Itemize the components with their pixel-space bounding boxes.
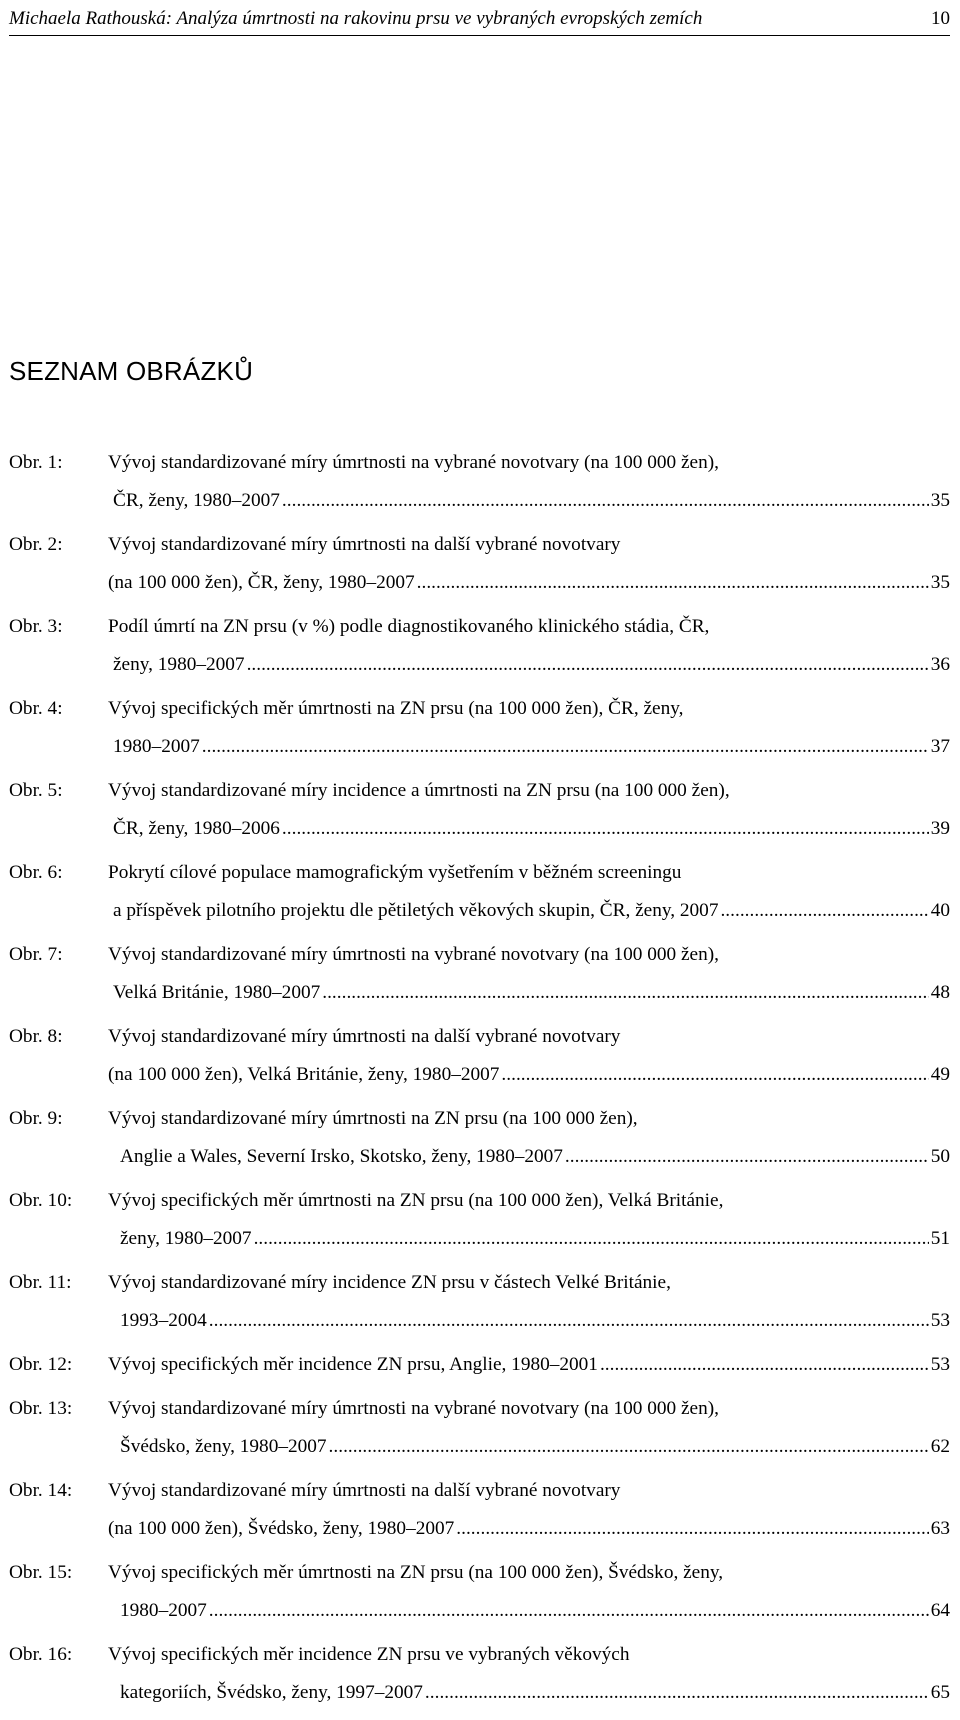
dot-leader [282,812,929,846]
figure-page-number: 65 [930,1682,950,1703]
figure-label: Obr. 8: [9,1026,63,1047]
figure-entry[interactable] [9,1392,950,1474]
figure-page-number: 39 [930,818,950,839]
dot-leader [322,976,928,1010]
figure-title-line2: 1980–2007 [120,1600,207,1621]
page-header [9,0,950,36]
figure-title-line1: Vývoj standardizované míry úmrtnosti na další vybrané novotvary [108,534,621,555]
dot-leader [425,1676,929,1710]
figure-title-line2: (na 100 000 žen), ČR, ženy, 1980–2007 [108,572,415,593]
figure-title-line2: Švédsko, ženy, 1980–2007 [120,1436,327,1457]
figure-page-number: 53 [930,1354,950,1375]
dot-leader [247,648,929,682]
figure-label: Obr. 11: [9,1272,72,1293]
figure-title-line2: ženy, 1980–2007 [120,1228,252,1249]
list-of-figures-heading: SEZNAM OBRÁZKŮ [9,356,254,386]
figure-label: Obr. 15: [9,1562,73,1583]
figure-title-line2: kategoriích, Švédsko, ženy, 1997–2007 [120,1682,423,1703]
figure-title-line1: Vývoj specifických měr úmrtnosti na ZN prsu (na 100 000 žen), Švédsko, ženy, [108,1562,724,1583]
figure-entry[interactable] [9,1474,950,1556]
figure-title-line1: Vývoj specifických měr úmrtnosti na ZN prsu (na 100 000 žen), Velká Británie, [108,1190,724,1211]
figure-title-line2: 1980–2007 [113,736,200,757]
figure-title-line1: Vývoj standardizované míry úmrtnosti na vybrané novotvary (na 100 000 žen), [108,452,719,473]
figure-title-line2: 1993–2004 [120,1310,207,1331]
figure-label: Obr. 13: [9,1398,73,1419]
figure-entry[interactable] [9,528,950,610]
figure-entry[interactable] [9,938,950,1020]
figure-title-line1: Vývoj standardizované míry úmrtnosti na další vybrané novotvary [108,1480,621,1501]
figure-title-line2: a příspěvek pilotního projektu dle pětiletých věkových skupin, ČR, ženy, 2007 [113,900,719,921]
figure-page-number: 37 [930,736,950,757]
figure-list [9,446,950,1720]
dot-leader [209,1594,929,1628]
figure-title-line2: Anglie a Wales, Severní Irsko, Skotsko, ženy, 1980–2007 [120,1146,563,1167]
figure-label: Obr. 7: [9,944,63,965]
figure-entry[interactable] [9,1020,950,1102]
figure-page-number: 35 [930,490,950,511]
dot-leader [209,1304,929,1338]
figure-label: Obr. 3: [9,616,63,637]
figure-label: Obr. 6: [9,862,63,883]
figure-title-line2: ČR, ženy, 1980–2007 [113,490,280,511]
dot-leader [417,566,929,600]
figure-label: Obr. 4: [9,698,63,719]
figure-page-number: 40 [930,900,950,921]
figure-entry[interactable] [9,1184,950,1266]
figure-entry[interactable] [9,446,950,528]
dot-leader [254,1222,929,1256]
figure-label: Obr. 16: [9,1644,73,1665]
dot-leader [456,1512,928,1546]
figure-entry[interactable] [9,1638,950,1720]
figure-title-line1: Vývoj specifických měr incidence ZN prsu, Anglie, 1980–2001 [108,1354,598,1375]
figure-title-line2: ženy, 1980–2007 [113,654,245,675]
figure-entry[interactable] [9,856,950,938]
figure-entry[interactable] [9,610,950,692]
dot-leader [202,730,929,764]
figure-title-line2: (na 100 000 žen), Velká Británie, ženy, 1980–2007 [108,1064,500,1085]
figure-page-number: 50 [930,1146,950,1167]
figure-label: Obr. 1: [9,452,63,473]
header-title: Michaela Rathouská: Analýza úmrtnosti na rakovinu prsu ve vybraných evropských zemích [9,8,703,29]
dot-leader [720,894,928,928]
dot-leader [501,1058,928,1092]
figure-page-number: 62 [930,1436,950,1457]
figure-title-line1: Vývoj specifických měr úmrtnosti na ZN prsu (na 100 000 žen), ČR, ženy, [108,698,684,719]
figure-title-line2: (na 100 000 žen), Švédsko, ženy, 1980–2007 [108,1518,455,1539]
figure-label: Obr. 5: [9,780,63,801]
figure-title-line1: Vývoj standardizované míry incidence a úmrtnosti na ZN prsu (na 100 000 žen), [108,780,730,801]
figure-label: Obr. 12: [9,1354,73,1375]
figure-title-line1: Vývoj standardizované míry úmrtnosti na vybrané novotvary (na 100 000 žen), [108,1398,719,1419]
figure-page-number: 35 [930,572,950,593]
figure-entry[interactable] [9,1556,950,1638]
figure-label: Obr. 10: [9,1190,73,1211]
dot-leader [329,1430,929,1464]
figure-title-line1: Vývoj standardizované míry úmrtnosti na vybrané novotvary (na 100 000 žen), [108,944,719,965]
figure-title-line2: ČR, ženy, 1980–2006 [113,818,280,839]
figure-label: Obr. 2: [9,534,63,555]
figure-title-line1: Vývoj specifických měr incidence ZN prsu ve vybraných věkových [108,1644,630,1665]
figure-page-number: 63 [930,1518,950,1539]
figure-title-line1: Podíl úmrtí na ZN prsu (v %) podle diagnostikovaného klinického stádia, ČR, [108,616,710,637]
figure-page-number: 53 [930,1310,950,1331]
figure-title-line1: Vývoj standardizované míry úmrtnosti na ZN prsu (na 100 000 žen), [108,1108,638,1129]
figure-title-line2: Velká Británie, 1980–2007 [113,982,321,1003]
figure-label: Obr. 9: [9,1108,63,1129]
figure-title-line1: Vývoj standardizované míry incidence ZN prsu v částech Velké Británie, [108,1272,671,1293]
figure-title-line1: Vývoj standardizované míry úmrtnosti na další vybrané novotvary [108,1026,621,1047]
figure-page-number: 48 [930,982,950,1003]
dot-leader [600,1348,929,1382]
dot-leader [282,484,929,518]
figure-title-line1: Pokrytí cílové populace mamografickým vyšetřením v běžném screeningu [108,862,682,883]
figure-entry[interactable] [9,1348,950,1392]
figure-page-number: 64 [930,1600,950,1621]
figure-page-number: 36 [930,654,950,675]
figure-label: Obr. 14: [9,1480,73,1501]
figure-page-number: 51 [930,1228,950,1249]
figure-page-number: 49 [930,1064,950,1085]
figure-entry[interactable] [9,1266,950,1348]
dot-leader [565,1140,929,1174]
page-number: 10 [931,8,950,29]
figure-entry[interactable] [9,774,950,856]
figure-entry[interactable] [9,692,950,774]
figure-entry[interactable] [9,1102,950,1184]
